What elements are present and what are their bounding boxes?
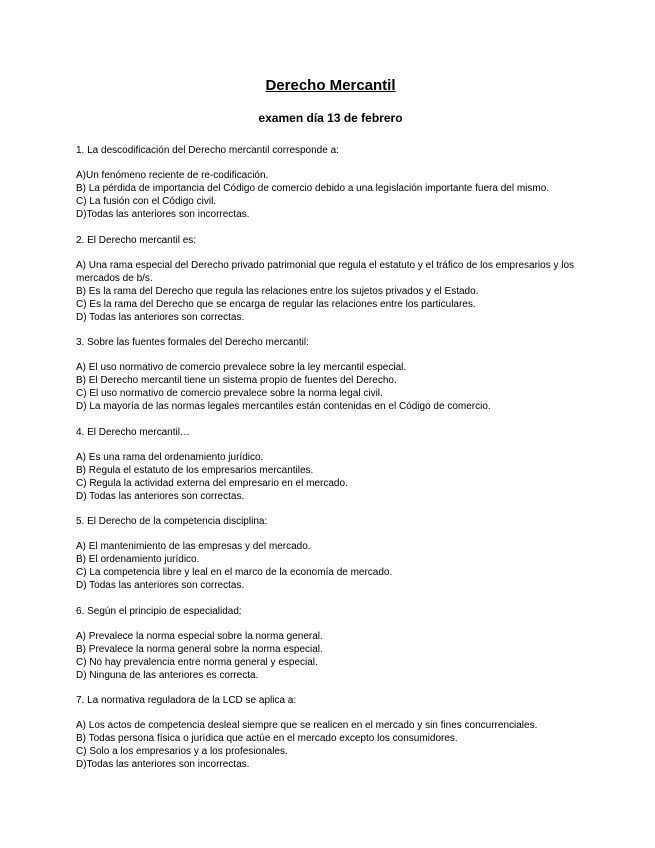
answer-option-b: B) El ordenamiento jurídico.	[76, 554, 200, 565]
question-2	[76, 234, 585, 324]
question-7	[76, 694, 585, 771]
question-text: 3. Sobre las fuentes formales del Derecho mercantil:	[76, 337, 309, 348]
question-text: 1. La descodificación del Derecho mercantil corresponde a:	[76, 145, 339, 156]
answer-option-b: B) Prevalece la norma general sobre la norma especial.	[76, 643, 323, 655]
answer-option-a: A) Los actos de competencia desleal siempre que se realicen en el mercado y sin fines concurrenciales.	[76, 720, 538, 731]
document-subtitle: examen día 13 de febrero	[258, 111, 403, 125]
answer-option-d: D) Todas las anteriores son correctas.	[76, 580, 245, 591]
question-5	[76, 515, 585, 592]
answer-option-a: A) El uso normativo de comercio prevalece sobre la ley mercantil especial.	[76, 362, 407, 373]
question-3	[76, 336, 585, 413]
question-text: 6. Según el principio de especialidad:	[76, 605, 242, 617]
answer-option-c: C) Regula la actividad externa del empresario en el mercado.	[76, 477, 348, 489]
answer-option-c: C) No hay prevalencia entre norma general y especial.	[76, 656, 318, 668]
answer-option-b: B) Es la rama del Derecho que regula las relaciones entre los sujetos privados y el Estado.	[76, 285, 479, 297]
question-text: 7. La normativa reguladora de la LCD se aplica a:	[76, 695, 297, 706]
answer-option-c: C) El uso normativo de comercio prevalece sobre la norma legal civil.	[76, 388, 383, 399]
answer-option-b: B) Regula el estatuto de los empresarios mercantiles.	[76, 464, 314, 476]
answer-option-a: A)Un fenómeno reciente de re-codificación.	[76, 170, 269, 181]
answer-option-a: A) Prevalece la norma especial sobre la norma general.	[76, 630, 323, 642]
answer-option-b: B) Todas persona física o jurídica que actúe en el mercado excepto los consumidores.	[76, 733, 458, 744]
question-list	[76, 144, 585, 771]
answer-option-b: B) La pérdida de importancia del Código de comercio debido a una legislación importante fuera del mismo.	[76, 183, 550, 194]
answer-option-d: D)Todas las anteriores son incorrectas.	[76, 759, 250, 770]
answer-option-d: D) La mayoría de las normas legales mercantiles están contenidas en el Código de comercio.	[76, 401, 491, 412]
answer-option-c: C) La fusión con el Código civil.	[76, 196, 217, 207]
document-title: Derecho Mercantil	[265, 77, 396, 94]
question-text: 5. El Derecho de la competencia disciplina:	[76, 516, 268, 527]
answer-option-d: D) Todas las anteriores son correctas.	[76, 311, 245, 323]
answer-option-c: C) Solo a los empresarios y a los profesionales.	[76, 746, 288, 757]
answer-option-a: A) Es una rama del ordenamiento jurídico.	[76, 451, 264, 463]
question-text: 4. El Derecho mercantil…	[76, 426, 190, 438]
question-text: 2. El Derecho mercantil es:	[76, 234, 197, 246]
answer-option-c: C) La competencia libre y leal en el marco de la economía de mercado.	[76, 567, 393, 578]
answer-option-b: B) El Derecho mercantil tiene un sistema propio de fuentes del Derecho.	[76, 375, 397, 386]
answer-option-d: D)Todas las anteriores son incorrectas.	[76, 209, 250, 220]
answer-option-a: A) El mantenimiento de las empresas y del mercado.	[76, 541, 311, 552]
question-4	[76, 426, 585, 503]
answer-option-a: A) Una rama especial del Derecho privado patrimonial que regula el estatuto y el tráfico de los empresarios y los mercados de b/s.	[76, 259, 575, 284]
answer-option-d: D) Ninguna de las anteriores es correcta.	[76, 669, 259, 681]
question-1	[76, 144, 585, 221]
answer-option-d: D) Todas las anteriores son correctas.	[76, 490, 245, 502]
answer-option-c: C) Es la rama del Derecho que se encarga de regular las relaciones entre los particulares.	[76, 298, 476, 310]
question-6	[76, 605, 585, 682]
